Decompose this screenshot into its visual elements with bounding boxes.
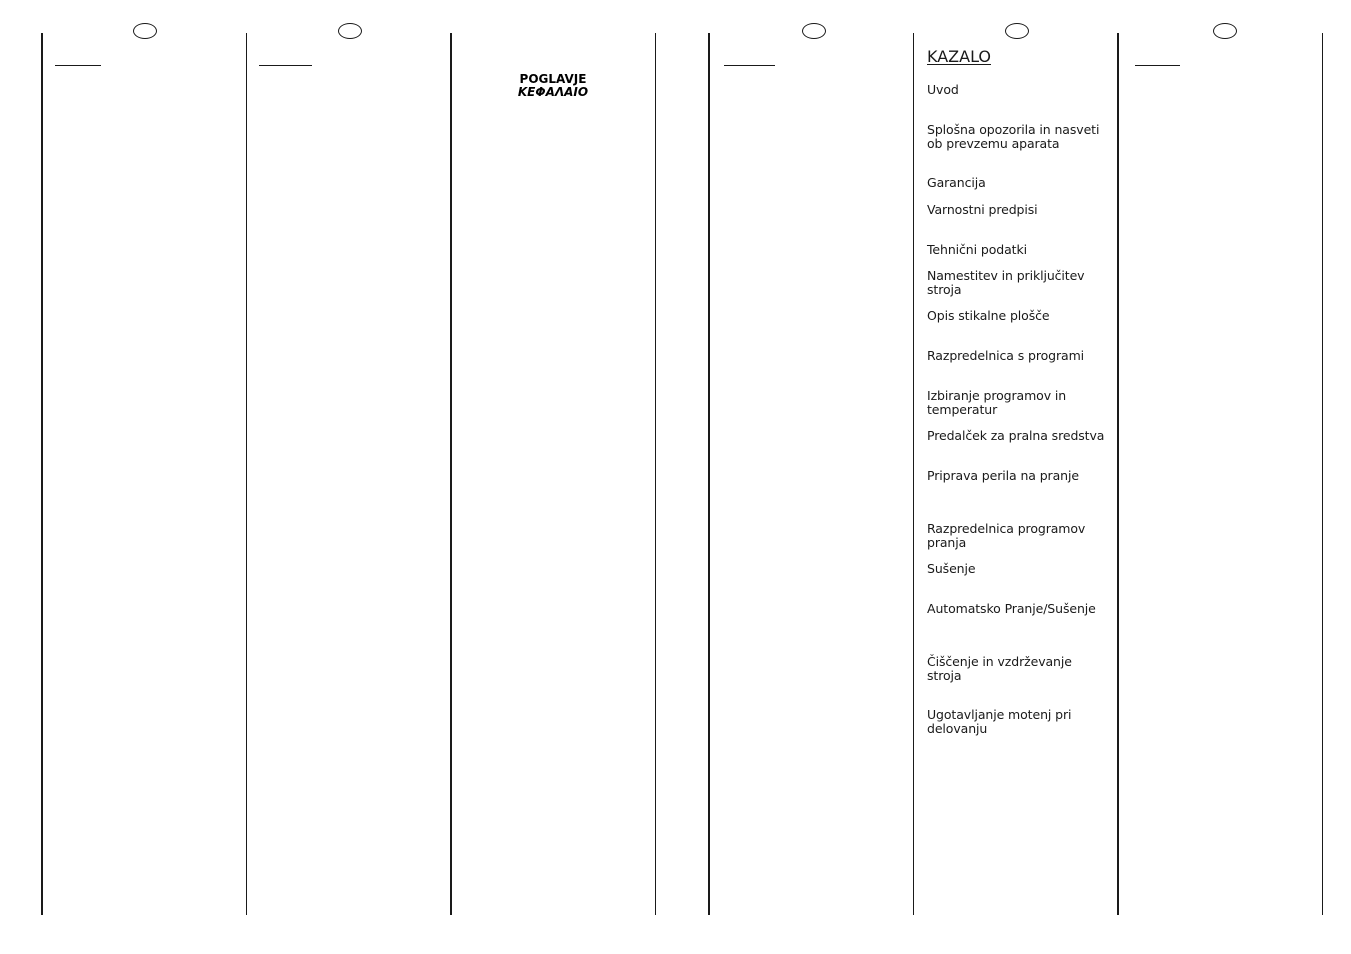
column-rule-5 bbox=[708, 33, 710, 915]
toc-item: Razpredelnica programov pranja bbox=[927, 521, 1086, 550]
column-rule-6 bbox=[913, 33, 914, 915]
toc-item: Opis stikalne plošče bbox=[927, 308, 1050, 323]
language-oval-5 bbox=[1213, 23, 1237, 39]
header-rule-3 bbox=[724, 65, 775, 66]
language-oval-4 bbox=[1005, 23, 1029, 39]
toc-item: Predalček za pralna sredstva bbox=[927, 428, 1105, 443]
toc-item: Ugotavljanje motenj pri delovanju bbox=[927, 707, 1072, 736]
language-oval-3 bbox=[802, 23, 826, 39]
toc-item: Uvod bbox=[927, 82, 959, 97]
language-oval-1 bbox=[133, 23, 157, 39]
toc-item: Varnostni predpisi bbox=[927, 202, 1038, 217]
language-oval-2 bbox=[338, 23, 362, 39]
column-rule-7 bbox=[1117, 33, 1119, 915]
chapter-label-greek: ΚΕΦΑΛΑΙΟ bbox=[517, 85, 589, 99]
toc-item: Namestitev in priključitev stroja bbox=[927, 268, 1085, 297]
header-rule-2 bbox=[259, 65, 312, 66]
toc-item: Čiščenje in vzdrževanje stroja bbox=[927, 654, 1072, 683]
toc-item: Automatsko Pranje/Sušenje bbox=[927, 601, 1096, 616]
toc-item: Tehnični podatki bbox=[927, 242, 1027, 257]
toc-item: Razpredelnica s programi bbox=[927, 348, 1085, 363]
column-rule-3 bbox=[450, 33, 452, 915]
chapter-heading bbox=[470, 73, 636, 99]
toc-item: Garancija bbox=[927, 175, 986, 190]
header-rule-1 bbox=[55, 65, 101, 66]
column-rule-2 bbox=[246, 33, 247, 915]
column-rule-4 bbox=[655, 33, 656, 915]
toc-title: KAZALO bbox=[927, 47, 991, 66]
toc-item: Splošna opozorila in nasveti ob prevzemu aparata bbox=[927, 122, 1100, 151]
toc-item: Priprava perila na pranje bbox=[927, 468, 1079, 483]
chapter-label: POGLAVJE bbox=[519, 72, 587, 86]
column-rule-8 bbox=[1322, 33, 1323, 915]
toc-item: Izbiranje programov in temperatur bbox=[927, 388, 1067, 417]
header-rule-4 bbox=[1135, 65, 1180, 66]
column-rule-1 bbox=[41, 33, 43, 915]
toc-item: Sušenje bbox=[927, 561, 976, 576]
